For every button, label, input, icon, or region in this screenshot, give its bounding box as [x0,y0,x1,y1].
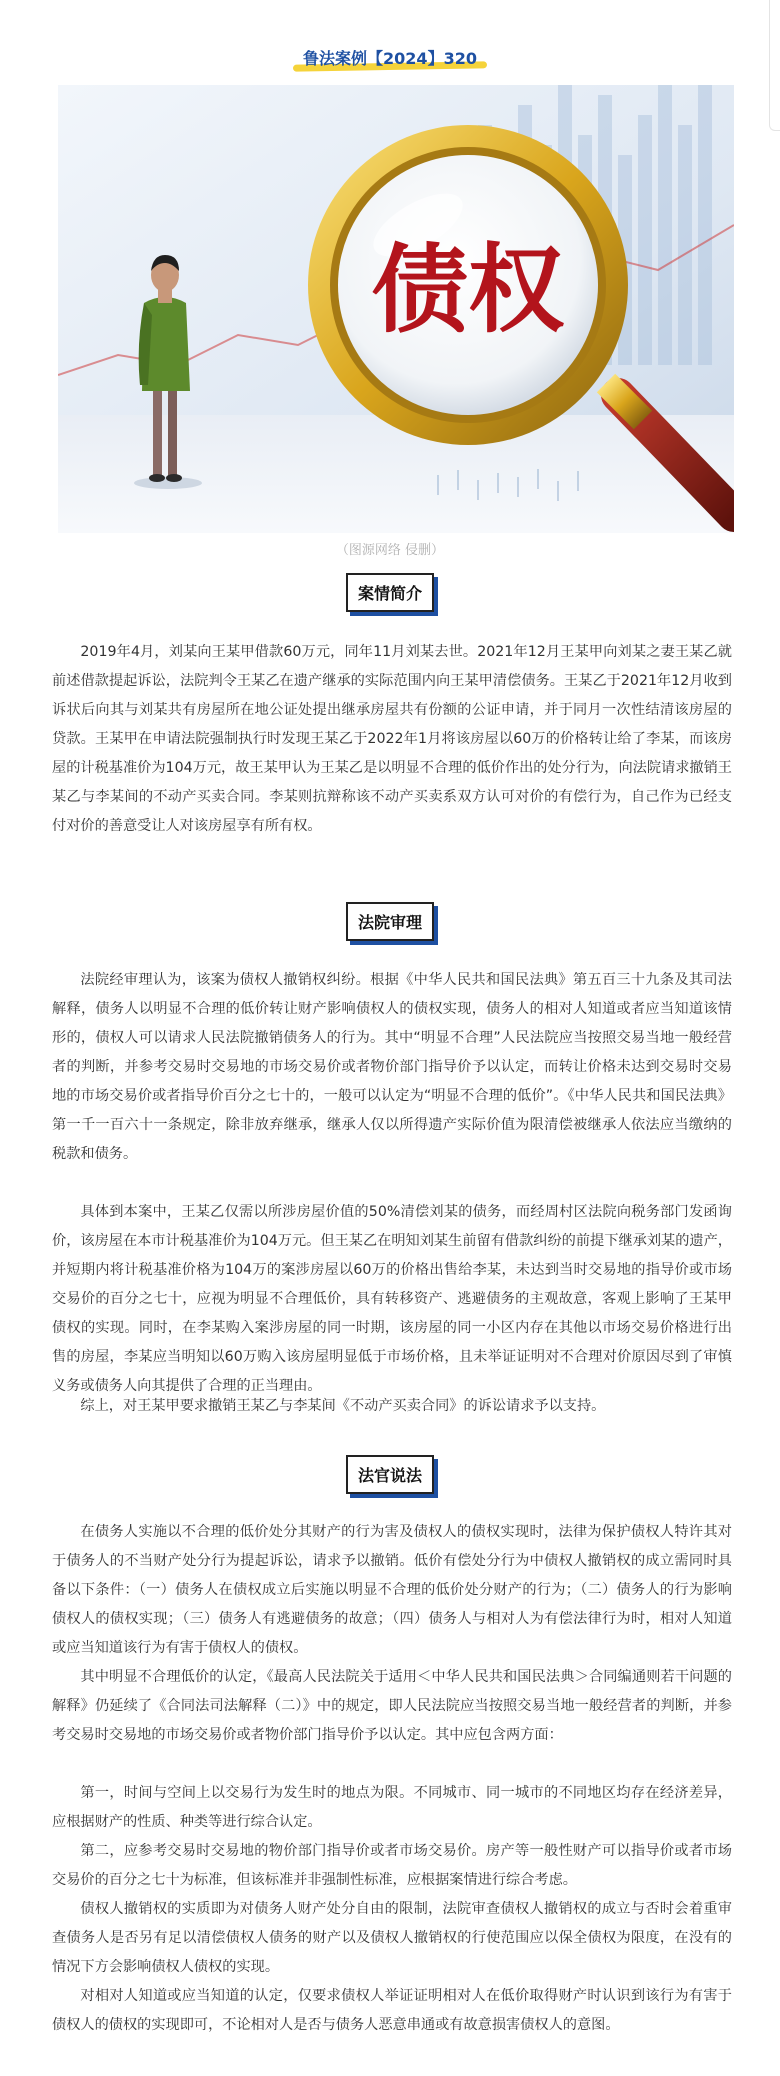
court-trial-paragraph-2: 具体到本案中，王某乙仅需以所涉房屋价值的50%清偿刘某的债务，而经周村区法院向税务部门发函询价，该房屋在本市计税基准价为104万元。但王某乙在明知刘某生前留有借款纠纷的前提下继承刘某的遗产，并短期内将计税基准价格为104万的案涉房屋以60万的价格出售给李某，未达到当时交易地的指导价或市场交易价的百分之七十，应视为明显不合理低价，具有转移资产、逃避债务的主观故意，客观上影响了王某甲债权的实现。同时，在李某购入案涉房屋的同一时期，该房屋的同一小区内存在其他以市场交易价格进行出售的房屋，李某应当明知以60万购入该房屋明显低于市场价格，且未举证证明对不合理对价原因尽到了审慎义务或债务人向其提供了合理的正当理由。 [52,1204,732,1394]
image-caption: （图源网络 侵删） [335,543,445,558]
judge-comment-paragraph-3: 第一，时间与空间上以交易行为发生时的地点为限。不同城市、同一城市的不同地区均存在经济差异，应根据财产的性质、种类等进行综合认定。 [52,1785,732,1830]
case-summary-paragraph: 2019年4月，刘某向王某甲借款60万元，同年11月刘某去世。2021年12月王某甲向刘某之妻王某乙就前述借款提起诉讼，法院判令王某乙在遗产继承的实际范围内向王某甲清偿债务。王某乙于2021年12月收到诉状后向其与刘某共有房屋所在地公证处提出继承房屋共有份额的公证申请，并于同月一次性结清该房屋的贷款。王某甲在申请法院强制执行时发现王某乙于2022年1月将该房屋以60万的价格转让给了李某，而该房屋的计税基准价为104万元，故王某甲认为王某乙是以明显不合理的低价作出的处分行为，向法院请求撤销王某乙与李某间的不动产买卖合同。李某则抗辩称该不动产买卖系双方认可对价的有偿行为，自己作为已经支付对价的善意受让人对该房屋享有所有权。 [52,644,732,834]
section-title-case-summary [0,573,780,612]
hero-illustration [58,85,734,533]
hero-image [58,85,734,533]
judge-comment-paragraph-1: 在债务人实施以不合理的低价处分其财产的行为害及债权人的债权实现时，法律为保护债权人特许其对于债务人的不当财产处分行为提起诉讼，请求予以撤销。低价有偿处分行为中债权人撤销权的成立需同时具备以下条件：（一）债务人在债权成立后实施以明显不合理的低价处分财产的行为；（二）债务人的行为影响债权人的债权实现；（三）债务人有逃避债务的故意；（四）债务人与相对人为有偿法律行为时，相对人知道或应当知道该行为有害于债权人的债权。 [52,1524,732,1656]
case-number-text: 鲁法案例【2024】320 [297,46,483,69]
judge-comment-paragraph-2: 其中明显不合理低价的认定，《最高人民法院关于适用＜中华人民共和国民法典＞合同编通则若干问题的解释》仍延续了《合同法司法解释（二）》中的规定，即人民法院应当按照交易当地一般经营者的判断，并参考交易时交易地的市场交易价或者物价部门指导价予以认定。其中应包含两方面： [52,1669,732,1743]
section-title-court-trial [0,902,780,941]
court-trial-paragraph-1: 法院经审理认为，该案为债权人撤销权纠纷。根据《中华人民共和国民法典》第五百三十九条及其司法解释，债务人以明显不合理的低价转让财产影响债权人的债权实现，债务人的相对人知道或者应当知道该情形的，债权人可以请求人民法院撤销债务人的行为。其中“明显不合理”人民法院应当按照交易当地一般经营者的判断，并参考交易时交易地的市场交易价或者物价部门指导价予以认定，而转让价格未达到交易时交易地的市场交易价或者指导价百分之七十的，一般可以认定为“明显不合理的低价”。《中华人民共和国民法典》第一千一百六十一条规定，除非放弃继承，继承人仅以所得遗产实际价值为限清偿被继承人依法应当缴纳的税款和债务。 [52,972,732,1162]
judge-comment-paragraph-5: 债权人撤销权的实质即为对债务人财产处分自由的限制，法院审查债权人撤销权的成立与否时会着重审查债务人是否另有足以清偿债权人债务的财产以及债权人撤销权的行使范围应以保全债权为限度，在没有的情况下方会影响债权人债权的实现。 [52,1901,732,1975]
court-trial-paragraph-3: 综上，对王某甲要求撤销王某乙与李某间《不动产买卖合同》的诉讼请求予以支持。 [80,1398,606,1414]
section-title-box: 法院审理 [346,902,434,941]
judge-comment-paragraph-4: 第二，应参考交易时交易地的物价部门指导价或者市场交易价。房产等一般性财产可以指导价或者市场交易价的百分之七十为标准，但该标准并非强制性标准，应根据案情进行综合考虑。 [52,1843,732,1888]
section-title-box: 案情简介 [346,573,434,612]
hero-title-text: 债权 [372,234,564,346]
section-title-box: 法官说法 [346,1455,434,1494]
judge-comment-paragraph-6: 对相对人知道或应当知道的认定，仅要求债权人举证证明相对人在低价取得财产时认识到该行为有害于债权人的债权的实现即可，不论相对人是否与债务人恶意串通或有故意损害债权人的意图。 [52,1988,732,2033]
section-title-judge-comment [0,1455,780,1494]
case-number-header [0,46,780,69]
